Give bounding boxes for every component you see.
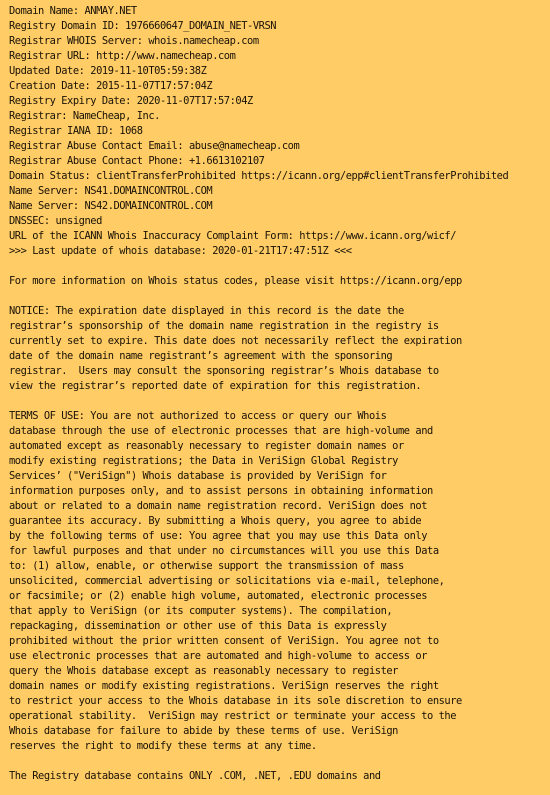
- whois-line: registrar. Users may consult the sponsoring registrar’s Whois database to: [9, 365, 439, 377]
- whois-line: to restrict your access to the Whois database in its sole discretion to ensure: [9, 695, 462, 707]
- whois-line: Registrar WHOIS Server: whois.namecheap.com: [9, 35, 259, 47]
- whois-line: about or related to a domain name registration record. VeriSign does not: [9, 500, 428, 512]
- whois-line: date of the domain name registrant’s agreement with the sponsoring: [9, 350, 393, 362]
- whois-line: Whois database for failure to abide by these terms of use. VeriSign: [9, 725, 398, 737]
- whois-line: Registrar Abuse Contact Email: abuse@namecheap.com: [9, 140, 300, 152]
- whois-line: or facsimile; or (2) enable high volume, automated, electronic processes: [9, 590, 428, 602]
- whois-line: URL of the ICANN Whois Inaccuracy Complaint Form: https://www.icann.org/wicf/: [9, 230, 457, 242]
- whois-line: repackaging, dissemination or other use of this Data is expressly: [9, 620, 387, 632]
- whois-line: reserves the right to modify these terms at any time.: [9, 740, 317, 752]
- whois-line: operational stability. VeriSign may restrict or terminate your access to the: [9, 710, 457, 722]
- whois-line: Registrar IANA ID: 1068: [9, 125, 143, 137]
- whois-line: use electronic processes that are automated and high-volume to access or: [9, 650, 428, 662]
- whois-line: by the following terms of use: You agree that you may use this Data only: [9, 530, 428, 542]
- whois-line: registrar’s sponsorship of the domain name registration in the registry is: [9, 320, 439, 332]
- whois-line: Registry Domain ID: 1976660647_DOMAIN_NET-VRSN: [9, 20, 277, 32]
- whois-line: [9, 289, 550, 304]
- whois-line: view the registrar’s reported date of expiration for this registration.: [9, 380, 422, 392]
- whois-line: For more information on Whois status codes, please visit https://icann.org/epp: [9, 275, 462, 287]
- whois-line: modify existing registrations; the Data in VeriSign Global Registry: [9, 455, 398, 467]
- whois-line: query the Whois database except as reasonably necessary to register: [9, 665, 398, 677]
- whois-line: guarantee its accuracy. By submitting a Whois query, you agree to abide: [9, 515, 422, 527]
- whois-line: Updated Date: 2019-11-10T05:59:38Z: [9, 65, 207, 77]
- whois-line: that apply to VeriSign (or its computer systems). The compilation,: [9, 605, 393, 617]
- whois-line: Domain Status: clientTransferProhibited https://icann.org/epp#clientTransferProhibited: [9, 170, 509, 182]
- whois-line: Services’ ("VeriSign") Whois database is provided by VeriSign for: [9, 470, 387, 482]
- whois-line: The Registry database contains ONLY .COM, .NET, .EDU domains and: [9, 770, 381, 782]
- whois-line: Name Server: NS41.DOMAINCONTROL.COM: [9, 185, 213, 197]
- whois-line: [9, 754, 550, 769]
- whois-line: Registrar URL: http://www.namecheap.com: [9, 50, 236, 62]
- whois-line: to: (1) allow, enable, or otherwise support the transmission of mass: [9, 560, 404, 572]
- whois-line: prohibited without the prior written consent of VeriSign. You agree not to: [9, 635, 439, 647]
- whois-line: NOTICE: The expiration date displayed in this record is the date the: [9, 305, 404, 317]
- whois-line: domain names or modify existing registrations. VeriSign reserves the right: [9, 680, 439, 692]
- whois-line: DNSSEC: unsigned: [9, 215, 102, 227]
- whois-line: information purposes only, and to assist persons in obtaining information: [9, 485, 433, 497]
- whois-line: Registrar: NameCheap, Inc.: [9, 110, 160, 122]
- whois-line: [9, 394, 550, 409]
- whois-line: Domain Name: ANMAY.NET: [9, 5, 137, 17]
- whois-line: database through the use of electronic processes that are high-volume and: [9, 425, 433, 437]
- whois-line: Creation Date: 2015-11-07T17:57:04Z: [9, 80, 213, 92]
- whois-line: [9, 259, 550, 274]
- whois-line: Registrar Abuse Contact Phone: +1.6613102107: [9, 155, 265, 167]
- whois-line: Registry Expiry Date: 2020-11-07T17:57:04Z: [9, 95, 253, 107]
- whois-line: currently set to expire. This date does not necessarily reflect the expiration: [9, 335, 462, 347]
- whois-line: Name Server: NS42.DOMAINCONTROL.COM: [9, 200, 213, 212]
- whois-line: unsolicited, commercial advertising or solicitations via e-mail, telephone,: [9, 575, 445, 587]
- whois-line: >>> Last update of whois database: 2020-01-21T17:47:51Z <<<: [9, 245, 352, 257]
- whois-line: for lawful purposes and that under no circumstances will you use this Data: [9, 545, 439, 557]
- whois-line: automated except as reasonably necessary to register domain names or: [9, 440, 404, 452]
- whois-line: TERMS OF USE: You are not authorized to access or query our Whois: [9, 410, 387, 422]
